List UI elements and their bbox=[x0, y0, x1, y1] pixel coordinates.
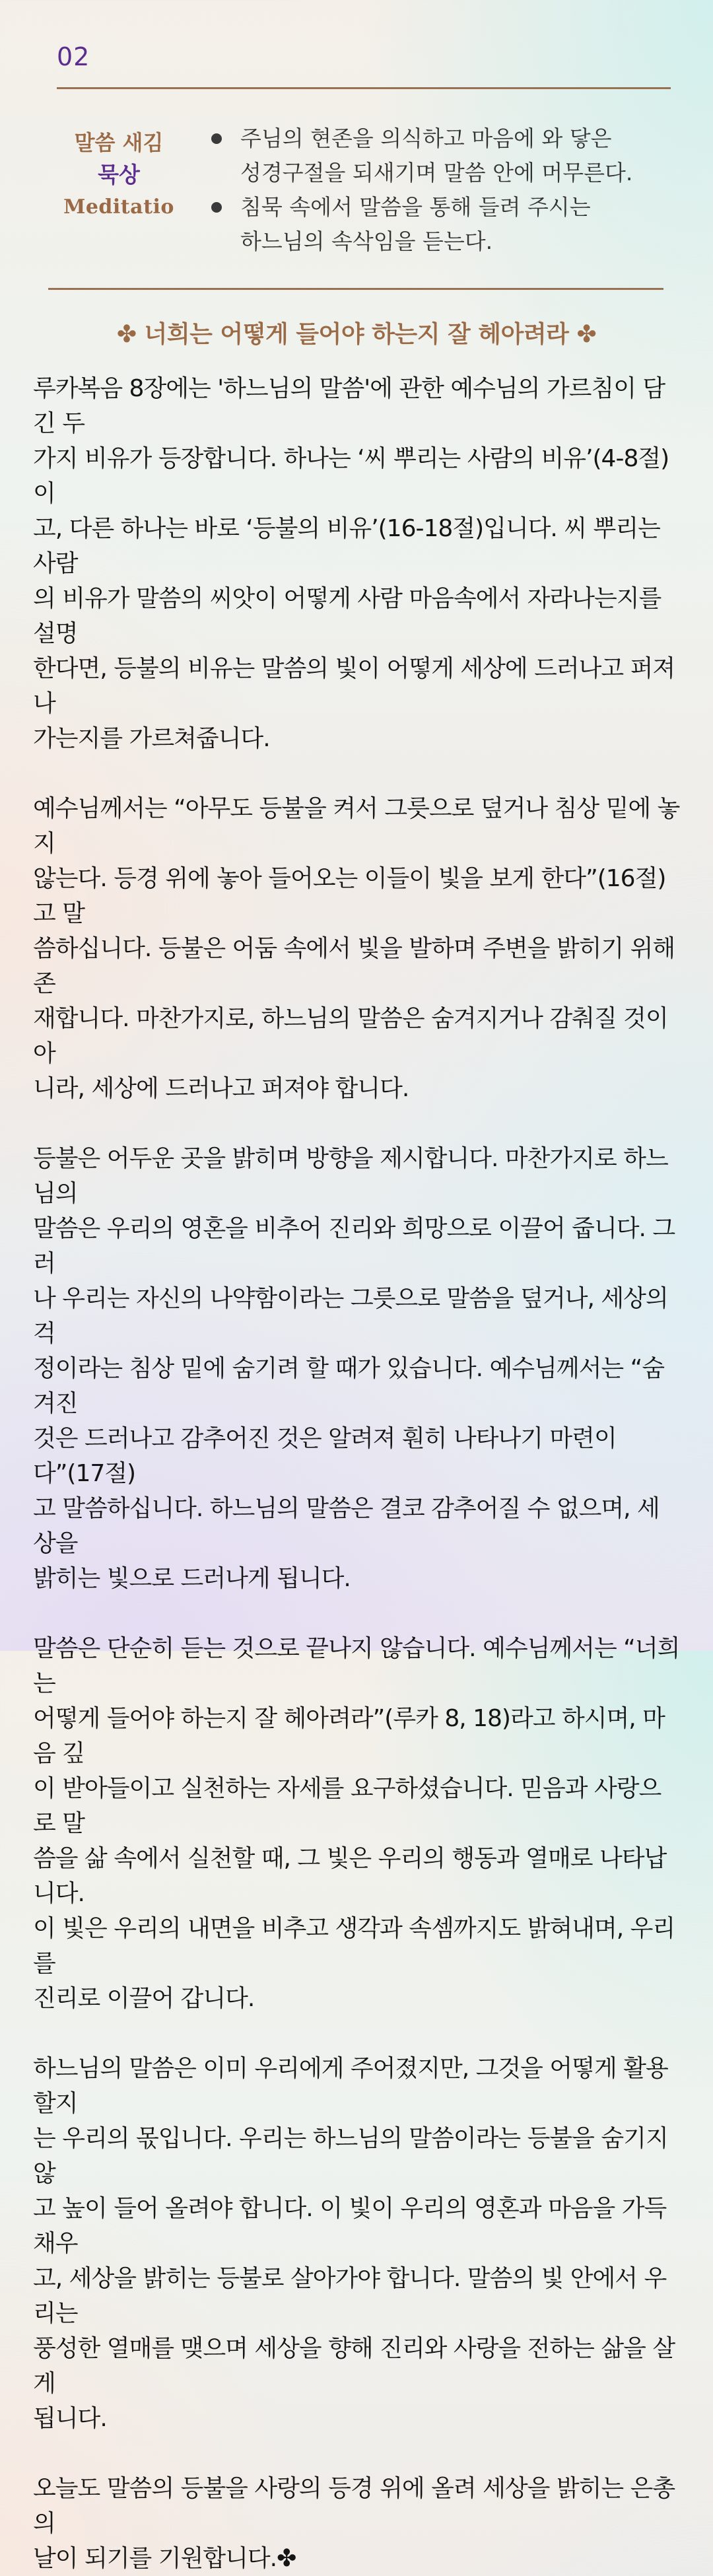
section-number: 02 bbox=[57, 42, 90, 71]
reflection-title: ✤ 너희는 어떻게 들어야 하는지 잘 헤아려라 ✤ bbox=[116, 321, 597, 348]
meditatio-label-line1: 말씀 새김 bbox=[74, 130, 164, 155]
paragraph: 말씀은 단순히 듣는 것으로 끝나지 않습니다. 예수님께서는 “너희는 어떻게 들어야 하는지 잘 헤아려라”(루카 8, 18)라고 하시며, 마음 깊 이 받아들이고 실천하는 자세를 요구하셨습니다. 믿음과 사랑으로 말 씀을 삶 속에서 실천할 때, 그 빛은 우리의 행동과 열매로 나타납니다. 이 빛은 우리의 내면을 비추고 생각과 속셈까지도 밝혀내며, 우리를 진리로 이끌어 갑니다. bbox=[33, 1635, 680, 2012]
top-divider bbox=[57, 87, 671, 89]
bullet-dot-icon bbox=[211, 202, 222, 213]
reflection-body bbox=[33, 371, 680, 2576]
meditatio-label-line3: Meditatio bbox=[63, 195, 174, 219]
bullet-dot-icon bbox=[211, 133, 222, 144]
guidance-item-text: 침묵 속에서 말씀을 통해 들려 주시는 하느님의 속삭임을 듣는다. bbox=[240, 194, 591, 254]
guidance-item-text: 주님의 현존을 의식하고 마음에 와 닿은 성경구절을 되새기며 말씀 안에 머무른다. bbox=[240, 125, 633, 186]
meditatio-label bbox=[46, 127, 191, 223]
middle-divider bbox=[48, 288, 663, 290]
guidance-list bbox=[210, 122, 672, 259]
guidance-item bbox=[210, 190, 672, 259]
paragraph: 루카복음 8장에는 '하느님의 말씀'에 관한 예수님의 가르침이 담긴 두 가지 비유가 등장합니다. 하나는 ‘씨 뿌리는 사람의 비유’(4-8절)이 고, 다른 하나는 바로 ‘등불의 비유’(16-18절)입니다. 씨 뿌리는 사람 의 비유가 말씀의 씨앗이 어떻게 사람 마음속에서 자라나는지를 설명 한다면, 등불의 비유는 말씀의 빛이 어떻게 세상에 드러나고 퍼져 나 가는지를 가르쳐줍니다. bbox=[33, 375, 675, 752]
paragraph: 예수님께서는 “아무도 등불을 켜서 그릇으로 덮거나 침상 밑에 놓지 않는다. 등경 위에 놓아 들어오는 이들이 빛을 보게 한다”(16절)고 말 씀하십니다. 등불은 어둠 속에서 빛을 발하며 주변을 밝히기 위해 존 재합니다. 마찬가지로, 하느님의 말씀은 숨겨지거나 감춰질 것이 아 니라, 세상에 드러나고 퍼져야 합니다. bbox=[33, 795, 680, 1102]
paragraph: 오늘도 말씀의 등불을 사랑의 등경 위에 올려 세상을 밝히는 은총의 날이 되기를 기원합니다.✤ bbox=[33, 2475, 675, 2572]
guidance-item bbox=[210, 122, 672, 190]
paragraph: 하느님의 말씀은 이미 우리에게 주어졌지만, 그것을 어떻게 활용할지 는 우리의 몫입니다. 우리는 하느님의 말씀이라는 등불을 숨기지 않 고 높이 들어 올려야 합니다. 이 빛이 우리의 영혼과 마음을 가득 채우 고, 세상을 밝히는 등불로 살아가야 합니다. 말씀의 빛 안에서 우리는 풍성한 열매를 맺으며 세상을 향해 진리와 사랑을 전하는 삶을 살게 됩니다. bbox=[33, 2055, 675, 2432]
paragraph: 등불은 어두운 곳을 밝히며 방향을 제시합니다. 마찬가지로 하느님의 말씀은 우리의 영혼을 비추어 진리와 희망으로 이끌어 줍니다. 그러 나 우리는 자신의 나약함이라는 그릇으로 말씀을 덮거나, 세상의 걱 정이라는 침상 밑에 숨기려 할 때가 있습니다. 예수님께서는 “숨겨진 것은 드러나고 감추어진 것은 알려져 훤히 나타나기 마련이다”(17절) 고 말씀하십니다. 하느님의 말씀은 결코 감추어질 수 없으며, 세상을 밝히는 빛으로 드러나게 됩니다. bbox=[33, 1145, 675, 1592]
meditatio-label-line2: 묵상 bbox=[98, 162, 140, 188]
